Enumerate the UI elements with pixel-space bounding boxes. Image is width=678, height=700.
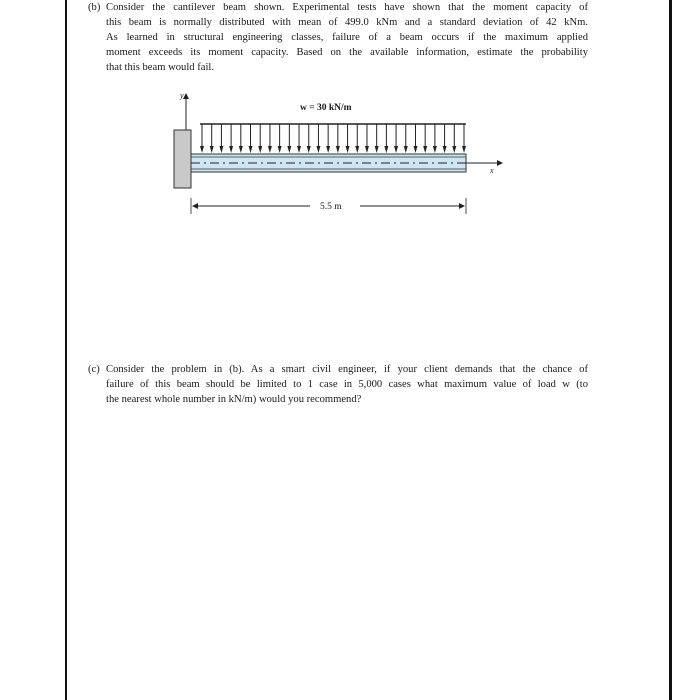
load-arrow-head xyxy=(210,146,214,153)
load-arrow-head xyxy=(365,146,369,153)
load-arrow-head xyxy=(219,146,223,153)
part-b-line: Consider the cantilever beam shown. Experimental tests have shown that the moment capacity of xyxy=(106,2,588,13)
part-b-marker: (b) xyxy=(88,2,101,13)
load-arrow-head xyxy=(394,146,398,153)
load-arrow-head xyxy=(297,146,301,153)
part-c-line: the nearest whole number in kN/m) would you recommend? xyxy=(106,394,362,405)
question-part-c xyxy=(88,362,588,407)
distributed-load-arrows xyxy=(200,124,466,153)
load-arrow-head xyxy=(423,146,427,153)
load-arrow-head xyxy=(452,146,456,153)
load-arrow-head xyxy=(413,146,417,153)
load-label: w = 30 kN/m xyxy=(300,103,352,113)
load-arrow-head xyxy=(336,146,340,153)
load-arrow-head xyxy=(346,146,350,153)
y-axis-label: y xyxy=(180,91,184,100)
load-arrow-head xyxy=(258,146,262,153)
part-b-line: As learned in structural engineering classes, failure of a beam occurs if the maximum applied xyxy=(106,32,588,43)
load-arrow-head xyxy=(239,146,243,153)
question-part-b xyxy=(88,0,588,75)
load-arrow-head xyxy=(462,146,466,153)
load-arrow-head xyxy=(268,146,272,153)
part-c-marker: (c) xyxy=(88,364,100,375)
part-b-line: that this beam would fail. xyxy=(106,62,214,73)
load-arrow-head xyxy=(278,146,282,153)
part-c-line: failure of this beam should be limited to 1 case in 5,000 cases what maximum value of load w (to xyxy=(106,379,588,390)
load-arrow-head xyxy=(249,146,253,153)
load-arrow-head xyxy=(443,146,447,153)
load-arrow-head xyxy=(287,146,291,153)
load-arrow-head xyxy=(433,146,437,153)
load-arrow-head xyxy=(404,146,408,153)
load-arrow-head xyxy=(326,146,330,153)
load-arrow-head xyxy=(384,146,388,153)
fixed-support xyxy=(174,130,191,188)
load-arrow-head xyxy=(307,146,311,153)
load-arrow-head xyxy=(200,146,204,153)
part-c-line: Consider the problem in (b). As a smart civil engineer, if your client demands that the chance of xyxy=(106,364,588,375)
load-arrow-head xyxy=(316,146,320,153)
page-frame-right xyxy=(669,0,672,700)
load-arrow-head xyxy=(229,146,233,153)
x-axis-label: x xyxy=(490,166,494,175)
load-arrow-head xyxy=(355,146,359,153)
span-label: 5.5 m xyxy=(320,202,342,212)
load-arrow-head xyxy=(375,146,379,153)
cantilever-beam-figure xyxy=(160,88,510,228)
page-frame-left xyxy=(65,0,67,700)
part-b-line: moment exceeds its moment capacity. Based on the available information, estimate the probability xyxy=(106,47,588,58)
part-b-line: this beam is normally distributed with mean of 499.0 kNm and a standard deviation of 42 kNm. xyxy=(106,17,588,28)
